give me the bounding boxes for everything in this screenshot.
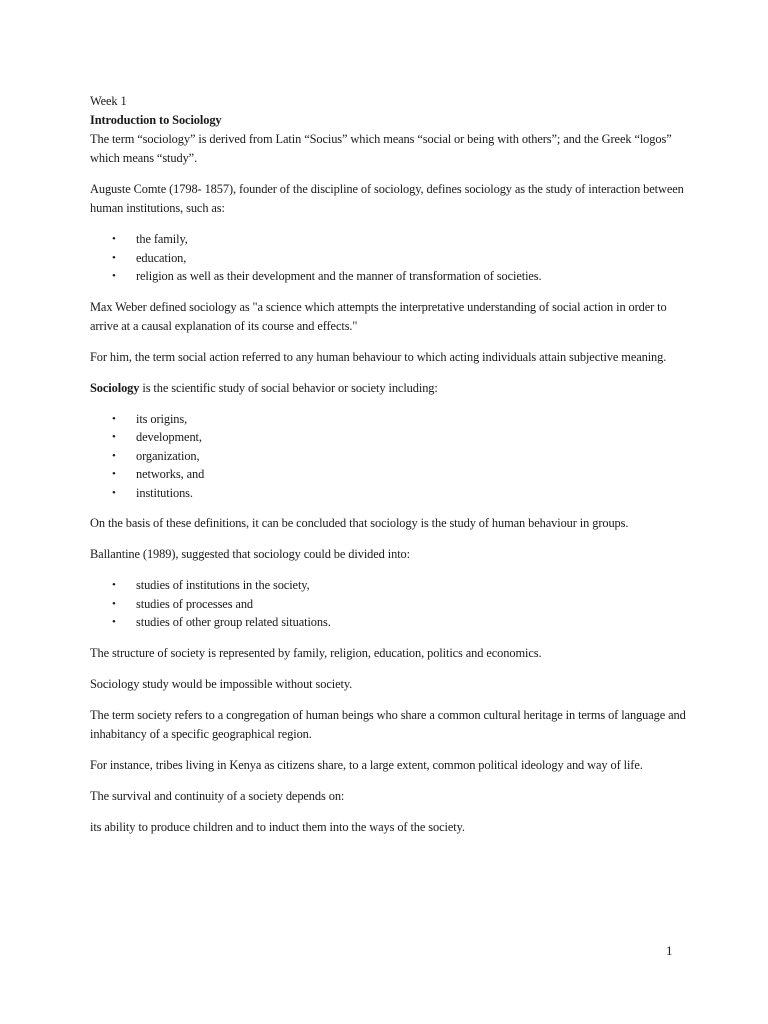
bullet-icon: • [112,486,116,499]
list-item: • networks, and [90,465,690,484]
paragraph-sociology-definition: Sociology is the scientific study of social behavior or society including: [90,380,438,395]
bullet-icon: • [112,251,116,264]
bullet-icon: • [112,597,116,610]
bullet-icon: • [112,412,116,425]
paragraph-etymology: The term “sociology” is derived from Latin “Socius” which means “social or being with others”; and the Greek “logos” which means “study”. [90,132,672,165]
paragraph-society: The term society refers to a congregation of human beings who share a common cultural heritage in terms of language and inhabitancy of a specific geographical region. [90,707,686,741]
bullet-icon: • [112,579,116,591]
paragraph-weber: Max Weber defined sociology as "a science which attempts the interpretative understanding of social action in order to arrive at a causal explanation of its course and effects." [90,299,667,333]
list-item: • its origins, [90,410,690,429]
list-item: • organization, [90,447,690,466]
bullet-icon: • [112,449,116,462]
list-item: • the family, [90,230,690,249]
bullet-icon: • [112,431,116,443]
list-item: • development, [90,428,690,447]
sociology-term: Sociology [90,380,140,395]
paragraph-structure: The structure of society is represented by family, religion, education, politics and economics. [90,645,542,660]
paragraph-survival: The survival and continuity of a society depends on: [90,788,345,803]
page-number: 1 [666,943,673,958]
list-comte-institutions [90,230,690,286]
paragraph-kenya: For instance, tribes living in Kenya as citizens share, to a large extent, common political ideology and way of life. [90,757,643,772]
document-body [90,92,690,849]
list-item: • religion as well as their development and the manner of transformation of societies. [90,267,690,286]
week-label: Week 1 [90,94,127,108]
list-item: • studies of institutions in the society, [90,576,690,595]
list-item: • education, [90,249,690,268]
paragraph-impossible: Sociology study would be impossible without society. [90,676,353,691]
list-item: • institutions. [90,484,690,503]
list-ballantine-divisions [90,576,690,632]
bullet-icon: • [112,233,116,245]
bullet-icon: • [112,468,116,480]
bullet-icon: • [112,616,116,628]
paragraph-conclusion: On the basis of these definitions, it can be concluded that sociology is the study of human behaviour in groups. [90,516,629,530]
paragraph-social-action: For him, the term social action referred to any human behaviour to which acting individuals attain subjective meaning. [90,349,667,364]
document-title: Introduction to Sociology [90,113,222,127]
list-sociology-aspects [90,410,690,503]
list-item: • studies of other group related situations. [90,613,690,632]
paragraph-ballantine: Ballantine (1989), suggested that sociology could be divided into: [90,547,410,561]
paragraph-comte: Auguste Comte (1798- 1857), founder of the discipline of sociology, defines sociology as the study of interaction between human institutions, such as: [90,182,684,215]
list-item: • studies of processes and [90,595,690,614]
paragraph-ability: its ability to produce children and to induct them into the ways of the society. [90,819,465,834]
bullet-icon: • [112,270,116,282]
